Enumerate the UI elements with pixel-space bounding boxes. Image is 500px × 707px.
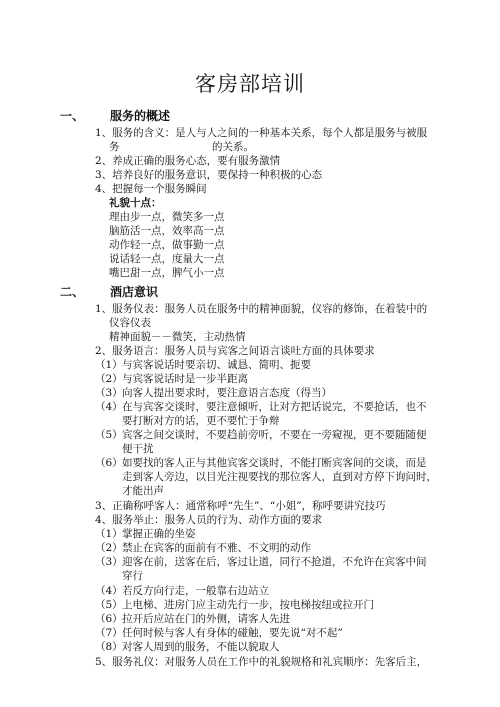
s1-item-3: 3、培养良好的服务意识，要保持一种积极的心态 [95,169,323,181]
section-2-heading: 酒店意识 [110,285,159,299]
section-2-number: 二、 [60,285,85,299]
s1-item-2: 2、养成正确的服务心态，要有服务激情 [95,155,281,167]
s1-item-1-cont-a: 务 [109,141,120,153]
s2-line: 对客人周到的服务，不能以貌取人 [122,641,280,653]
s2-marker: （7） [95,627,123,639]
s2-marker: （4） [95,401,123,413]
s2-line: 1、服务仪表：服务人员在服务中的精神面貌，仪容的修饰，在着装中的 [95,303,428,315]
s2-line: 仪容仪表 [109,317,151,329]
s1-ten-point: 理由步一点，微笑多一点 [109,211,225,223]
s2-marker: （5） [95,599,123,611]
s2-marker: （2） [95,542,123,554]
s2-line: 便干扰 [122,443,154,455]
s2-line: 在与宾客交谈时，要注意倾听，让对方把话说完，不要抢话，也不 [122,401,427,413]
s1-item-4: 4、把握每一个服务瞬间 [95,183,207,195]
section-1-heading: 服务的概述 [110,109,171,123]
s2-marker: （8） [95,641,123,653]
s2-line: 如要找的客人正与其他宾客交谈时，不能打断宾客间的交谈，而是 [122,457,427,469]
s2-line: 宾客之间交谈时，不要趋前旁听，不要在一旁窥视，更不要随随便 [122,429,427,441]
s2-marker: （1） [95,528,123,540]
s2-marker: （2） [95,373,123,385]
s2-line: 要打断对方的话，更不要忙于争辩 [122,415,280,427]
s2-line: 走到客人旁边，以目光注视要找的那位客人，直到对方停下询问时， [122,471,437,483]
s2-marker: （3） [95,556,123,568]
s2-marker: （6） [95,457,123,469]
s2-line: 上电梯、进房门应主动先行一步，按电梯按纽或拉开门 [122,599,374,611]
s1-ten-point: 脑筋活一点，效率高一点 [109,225,225,237]
s2-line: 与宾客说话时要亲切、诚恳、简明、扼要 [122,359,311,371]
s1-ten-point: 动作轻一点，做事勤一点 [109,239,225,251]
s1-ten-heading: 礼貌十点： [109,197,162,209]
s2-line: 任何时候与客人有身体的碰触，要先说“对不起” [122,627,343,639]
s2-line: 迎客在前，送客在后，客过让道，同行不抢道，不允许在宾客中间 [122,556,427,568]
s2-line: 2、服务语言：服务人员与宾客之间语言谈吐方面的具体要求 [95,345,375,357]
s2-line: 穿行 [122,570,143,582]
page-title: 客房部培训 [195,72,305,96]
s2-line: 5、服务礼仪：对服务人员在工作中的礼貌规格和礼宾顺序：先客后主， [95,656,428,668]
s2-marker: （3） [95,387,123,399]
s2-line: 若反方向行走，一般靠右边站立 [122,585,269,597]
s2-line: 禁止在宾客的面前有不雅、不文明的动作 [122,542,311,554]
s1-ten-point: 说话轻一点，度量大一点 [109,253,225,265]
s2-marker: （4） [95,585,123,597]
s2-marker: （1） [95,359,123,371]
s2-line: 向客人提出要求时，要注意语言态度（得当） [122,387,332,399]
s1-ten-point: 嘴巴甜一点，脾气小一点 [109,267,225,279]
s2-line: 3、正确称呼客人：通常称呼“先生”、“小姐”，称呼要讲究技巧 [95,500,386,512]
s2-line: 与宾客说话时是一步半距离 [122,373,248,385]
s2-marker: （5） [95,429,123,441]
s1-item-1: 1、服务的含义：是人与人之间的一种基本关系，每个人都是服务与被服 [95,127,428,139]
s2-line: 才能出声 [122,485,164,497]
s2-line: 拉开后应站在门的外侧，请客人先进 [122,613,290,625]
section-1-number: 一、 [60,109,85,123]
s1-item-1-cont-b: 的关系。 [212,141,254,153]
s2-line: 掌握正确的坐姿 [122,528,196,540]
s2-marker: （6） [95,613,123,625]
s2-line: 精神面貌－－微笑，主动热情 [109,331,246,343]
s2-line: 4、服务举止：服务人员的行为、动作方面的要求 [95,514,323,526]
